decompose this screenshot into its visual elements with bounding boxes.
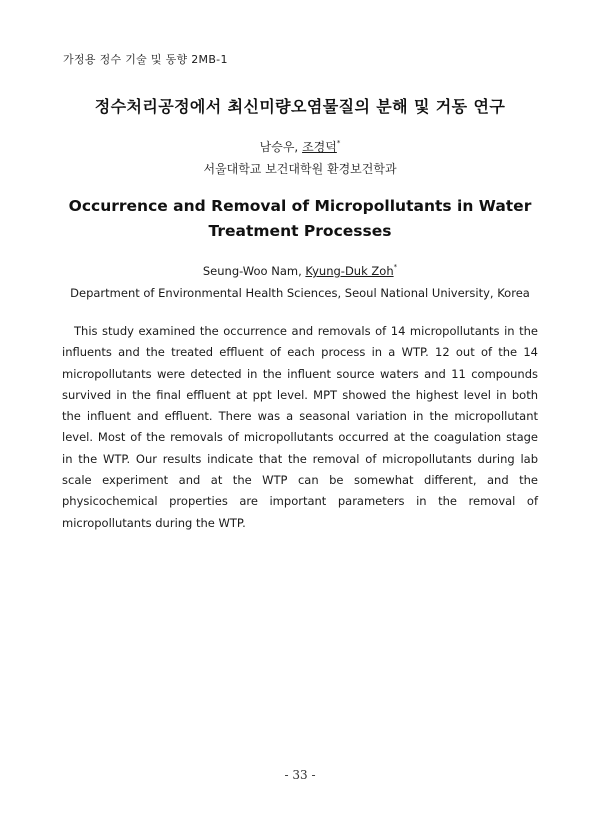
korean-affiliation: 서울대학교 보건대학원 환경보건학과 (203, 162, 397, 176)
korean-corresponding-author: 조경덕 (302, 140, 337, 154)
korean-first-author: 남승우, (259, 140, 299, 154)
english-first-author: Seung-Woo Nam, (202, 264, 302, 278)
english-affiliation: Department of Environmental Health Sciences, Seoul National University, Korea (70, 286, 530, 300)
session-tag: 가정용 정수 기술 및 동향 2MB-1 (63, 53, 228, 66)
english-corresponding-author: Kyung-Duk Zoh (305, 264, 394, 278)
abstract-paragraph: This study examined the occurrence and removals of 14 micropollutants in the influents and the treated effluent of each process in a WTP. 12 out of the 14 micropollutants were detected in the influent source waters and 11 compounds survived in the final effluent at ppt level. MPT showed the highest level in both the influent and effluent. There was a seasonal variation in the micropollutant level. Most of the removals of micropollutants occurred at the coagulation stage in the WTP. Our results indicate that the removal of micropollutants during lab scale experiment and at the WTP can be somewhat different, and the physicochemical properties are important parameters in the removal of micropollutants during the WTP. (62, 324, 538, 530)
page-number: - 33 - (284, 768, 316, 782)
korean-authors (0, 138, 600, 155)
english-authors (0, 264, 600, 278)
english-title: Occurrence and Removal of Micropollutants in Water Treatment Processes (68, 197, 532, 240)
english-corresponding-mark: * (393, 263, 398, 271)
korean-corresponding-mark: * (336, 139, 341, 147)
korean-title: 정수처리공정에서 최신미량오염물질의 분해 및 거동 연구 (94, 97, 506, 116)
